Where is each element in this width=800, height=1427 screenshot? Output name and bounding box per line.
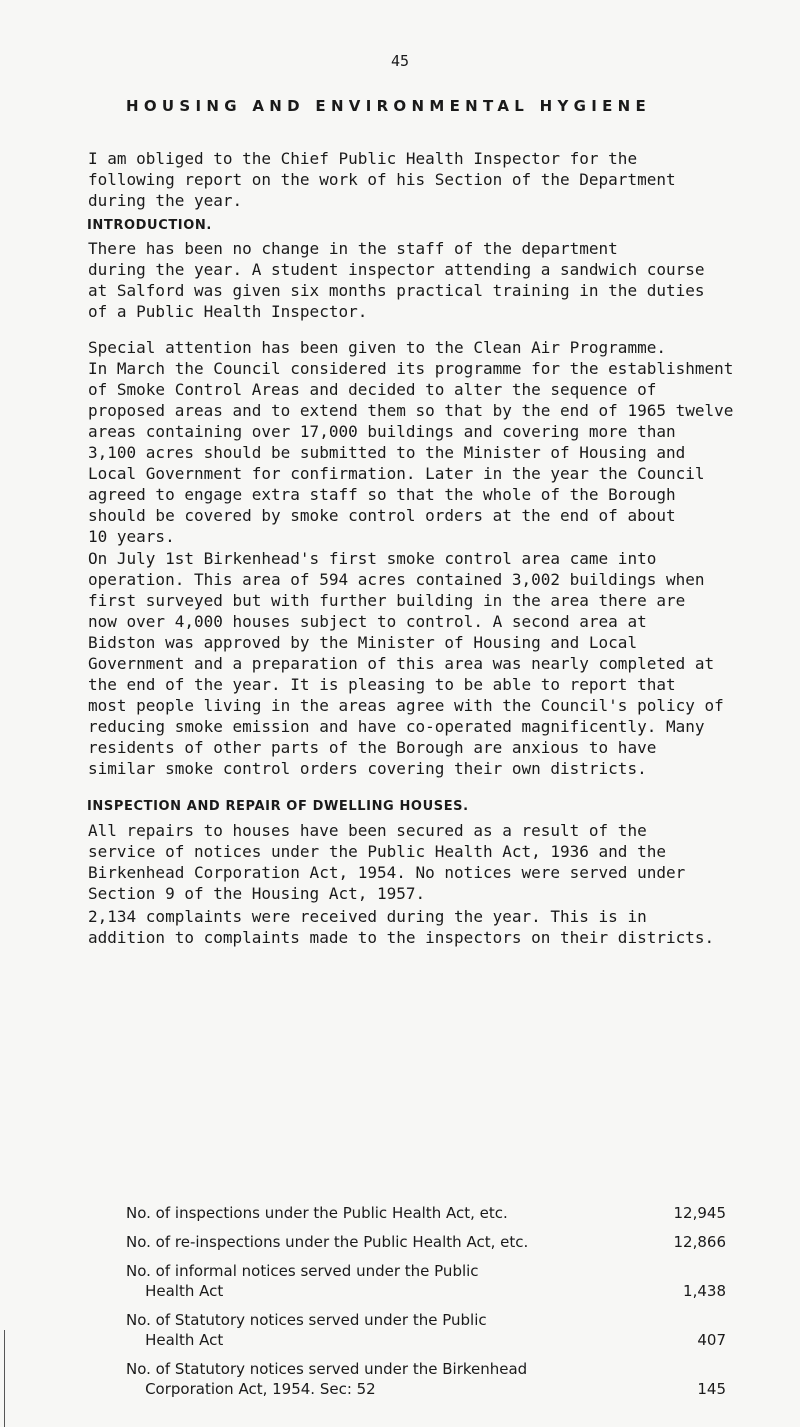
statistics-label: No. of Statutory notices served under the Public Health Act xyxy=(126,1311,487,1349)
introduction-paragraph-3: On July 1st Birkenhead's first smoke control area came into operation. This area of 594 acres contained 3,002 buildings when first surveyed but with further building in the area there are now over 4,000 houses subject to control. A second area at Bidston was approved by the Minister of Housing and Local Government and a preparation of this area was nearly completed at the end of the year. It is pleasing to be able to report that most people living in the areas agree with the Council's policy of reducing smoke emission and have co-operated magnificently. Many residents of other parts of the Borough are anxious to have similar smoke control orders covering their own districts. xyxy=(88,549,724,778)
statistics-row xyxy=(126,1261,726,1301)
intro-paragraph: I am obliged to the Chief Public Health Inspector for the following report on the work of his Section of the Department during the year. xyxy=(88,149,676,210)
inspection-paragraph-2: 2,134 complaints were received during the year. This is in addition to complaints made to the inspectors on their districts. xyxy=(88,907,715,947)
inspection-paragraph-1: All repairs to houses have been secured as a result of the service of notices under the Public Health Act, 1936 and the Birkenhead Corporation Act, 1954. No notices were served under Section 9 of the Housing Act, 1957. xyxy=(88,821,686,903)
page-number: 45 xyxy=(390,52,410,70)
statistics-label: No. of re-inspections under the Public Health Act, etc. xyxy=(126,1233,529,1251)
page-title: HOUSING AND ENVIRONMENTAL HYGIENE xyxy=(126,97,652,115)
statistics-row xyxy=(126,1310,726,1350)
statistics-label: No. of Statutory notices served under the Birkenhead Corporation Act, 1954. Sec: 52 xyxy=(126,1360,528,1398)
introduction-paragraph-2: Special attention has been given to the Clean Air Programme. In March the Council considered its programme for the establishment of Smoke Control Areas and decided to alter the sequence of proposed areas and to extend them so that by the end of 1965 twelve areas containing over 17,000 buildings and covering more than 3,100 acres should be submitted to the Minister of Housing and Local Government for confirmation. Later in the year the Council agreed to engage extra staff so that the whole of the Borough should be covered by smoke control orders at the end of about 10 years. xyxy=(88,338,734,546)
statistics-label: No. of inspections under the Public Health Act, etc. xyxy=(126,1204,508,1222)
statistics-value: 12,866 xyxy=(673,1233,726,1251)
statistics-value: 1,438 xyxy=(683,1282,726,1300)
statistics-list xyxy=(126,1203,726,1408)
page-edge-line xyxy=(4,1330,5,1427)
inspection-heading: INSPECTION AND REPAIR OF DWELLING HOUSES. xyxy=(87,799,469,814)
statistics-row xyxy=(126,1232,726,1252)
introduction-heading: INTRODUCTION. xyxy=(87,218,212,233)
statistics-value: 12,945 xyxy=(673,1204,726,1222)
introduction-paragraph-1: There has been no change in the staff of the department during the year. A student inspector attending a sandwich course at Salford was given six months practical training in the duties of a Public Health Inspector. xyxy=(88,239,705,321)
statistics-row xyxy=(126,1203,726,1223)
statistics-value: 145 xyxy=(697,1380,726,1398)
statistics-value: 407 xyxy=(697,1331,726,1349)
statistics-label: No. of informal notices served under the Public Health Act xyxy=(126,1262,479,1300)
statistics-row xyxy=(126,1359,726,1399)
